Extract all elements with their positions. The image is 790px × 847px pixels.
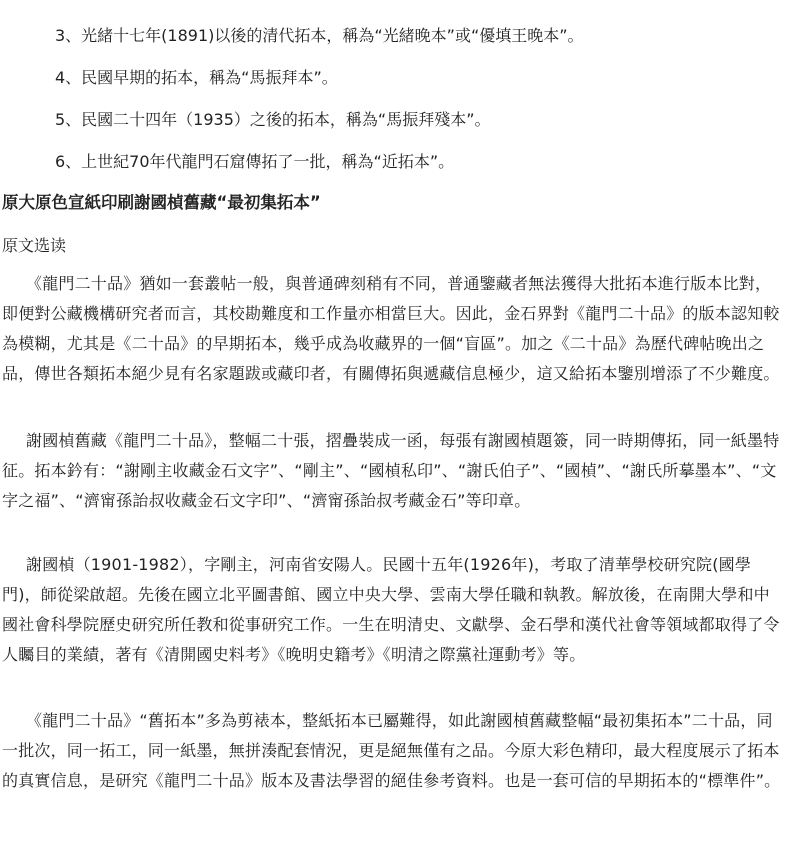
- paragraph-conclusion: 《龍門二十品》“舊拓本”多為剪裱本，整紙拓本已屬難得，如此謝國楨舊藏整幅“最初集拓本”二十品，同一批次，同一拓工，同一紙墨，無拼湊配套情況，更是絕無僅有之品。今原大彩色精印，最大程度展示了拓本的真實信息，是研究《龍門二十品》版本及書法學習的絕佳參考資料。也是一套可信的早期拓本的“標準件”。: [2, 711, 781, 790]
- paragraph-biography: 謝國楨（1901-1982），字剛主，河南省安陽人。民國十五年(1926年)，考取了清華學校研究院(國學門)，師從梁啟超。先後在國立北平圖書館、國立中央大學、雲南大學任職和執教。解放後，在南開大學和中國社會科學院歷史研究所任教和從事研究工作。一生在明清史、文獻學、金石學和漢代社會等領域都取得了令人矚目的業績，著有《清開國史料考》《晚明史籍考》《明清之際黨社運動考》等。: [2, 555, 780, 664]
- section-heading: 原大原色宣紙印刷謝國楨舊藏“最初集拓本”: [2, 193, 321, 212]
- paragraph-intro: 《龍門二十品》猶如一套叢帖一般，與普通碑刻稍有不同，普通鑒藏者無法獲得大批拓本進行版本比對，即便對公藏機構研究者而言，其校勘難度和工作量亦相當巨大。因此，金石界對《龍門二十品》的版本認知較為模糊，尤其是《二十品》的早期拓本，幾乎成為收藏界的一個“盲區”。加之《二十品》為歷代碑帖晚出之品，傳世各類拓本絕少見有名家題跋或藏印者，有關傳拓與遞藏信息極少，這又給拓本鑒別增添了不少難度。: [2, 274, 780, 383]
- paragraph-collection: 謝國楨舊藏《龍門二十品》，整幅二十張，摺疊裝成一函，每張有謝國楨題簽，同一時期傳拓，同一紙墨特征。拓本鈐有：“謝剛主收藏金石文字”、“剛主”、“國楨私印”、“謝氏伯子”、“國楨”、“謝氏所摹墨本”、“文字之福”、“濟甯孫詒叔收藏金石文字印”、“濟甯孫詒叔考藏金石”等印章。: [2, 431, 780, 510]
- section-subheading: 原文选读: [2, 236, 67, 255]
- list-item-3: 3、光緒十七年(1891)以後的清代拓本，稱為“光緒晚本”或“優填王晚本”。: [55, 26, 584, 45]
- list-item-4: 4、民國早期的拓本，稱為“馬振拜本”。: [55, 68, 338, 87]
- list-item-5: 5、民國二十四年（1935）之後的拓本，稱為“馬振拜殘本”。: [55, 110, 491, 129]
- list-item-6: 6、上世紀70年代龍門石窟傳拓了一批，稱為“近拓本”。: [55, 152, 455, 171]
